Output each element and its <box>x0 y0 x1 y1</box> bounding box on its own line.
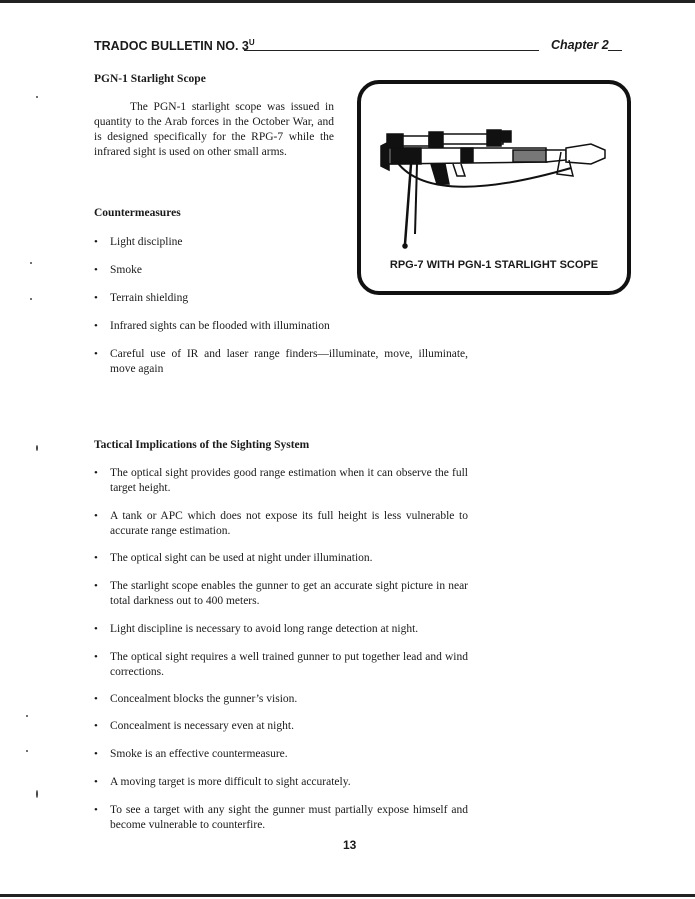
tactical-heading: Tactical Implications of the Sighting System <box>94 439 310 451</box>
figure-caption: RPG-7 WITH PGN-1 STARLIGHT SCOPE <box>389 259 599 271</box>
list-item: • Smoke is an effective countermeasure. <box>94 747 468 762</box>
list-item: • Light discipline is necessary to avoid long range detection at night. <box>94 622 468 637</box>
scan-speck <box>36 790 38 798</box>
scan-speck <box>36 445 38 451</box>
chapter-label: Chapter 2 <box>551 38 609 52</box>
bulletin-superscript: U <box>248 38 255 47</box>
header-rule-end <box>608 50 622 51</box>
list-item: • The optical sight provides good range estimation when it can observe the full target height. <box>94 466 468 496</box>
top-border <box>0 0 695 3</box>
bulletin-title: TRADOC BULLETIN NO. $3^U$ <box>94 38 255 54</box>
list-item: • The starlight scope enables the gunner to get an accurate sight picture in near total darkness out to 400 meters. <box>94 579 468 609</box>
list-item: • A moving target is more difficult to sight accurately. <box>94 775 468 790</box>
list-item: • Terrain shielding <box>94 291 350 306</box>
list-item: • Infrared sights can be flooded with illumination <box>94 319 470 334</box>
header-rule <box>244 50 539 51</box>
scan-speck <box>26 750 28 752</box>
list-item: • Concealment blocks the gunner’s vision. <box>94 692 468 707</box>
page-number: 13 <box>343 838 357 852</box>
scope-heading: PGN-1 Starlight Scope <box>94 73 206 85</box>
list-item: • A tank or APC which does not expose its full height is less vulnerable to accurate range estimation. <box>94 509 468 539</box>
rpg7-figure <box>357 80 631 295</box>
scan-speck <box>30 298 32 300</box>
scan-speck <box>26 715 28 717</box>
list-item: • To see a target with any sight the gunner must partially expose himself and become vulnerable to counterfire. <box>94 803 468 833</box>
list-item: • Light discipline <box>94 235 350 250</box>
list-item: • The optical sight requires a well trained gunner to put together lead and wind corrections. <box>94 650 468 680</box>
list-item: • Concealment is necessary even at night. <box>94 719 468 734</box>
bottom-border <box>0 894 695 897</box>
scan-speck <box>30 262 32 264</box>
list-item: • The optical sight can be used at night under illumination. <box>94 551 468 566</box>
list-item: • Careful use of IR and laser range finders—illuminate, move, illuminate, move again <box>94 347 468 377</box>
countermeasures-heading: Countermeasures <box>94 207 181 219</box>
scan-speck <box>36 96 38 98</box>
scope-paragraph: The PGN-1 starlight scope was issued in quantity to the Arab forces in the October War, and is designed specifically for the RPG-7 while the infrared sight is used on other small arms. <box>94 101 334 158</box>
page-header <box>94 38 624 56</box>
list-item: • Smoke <box>94 263 350 278</box>
